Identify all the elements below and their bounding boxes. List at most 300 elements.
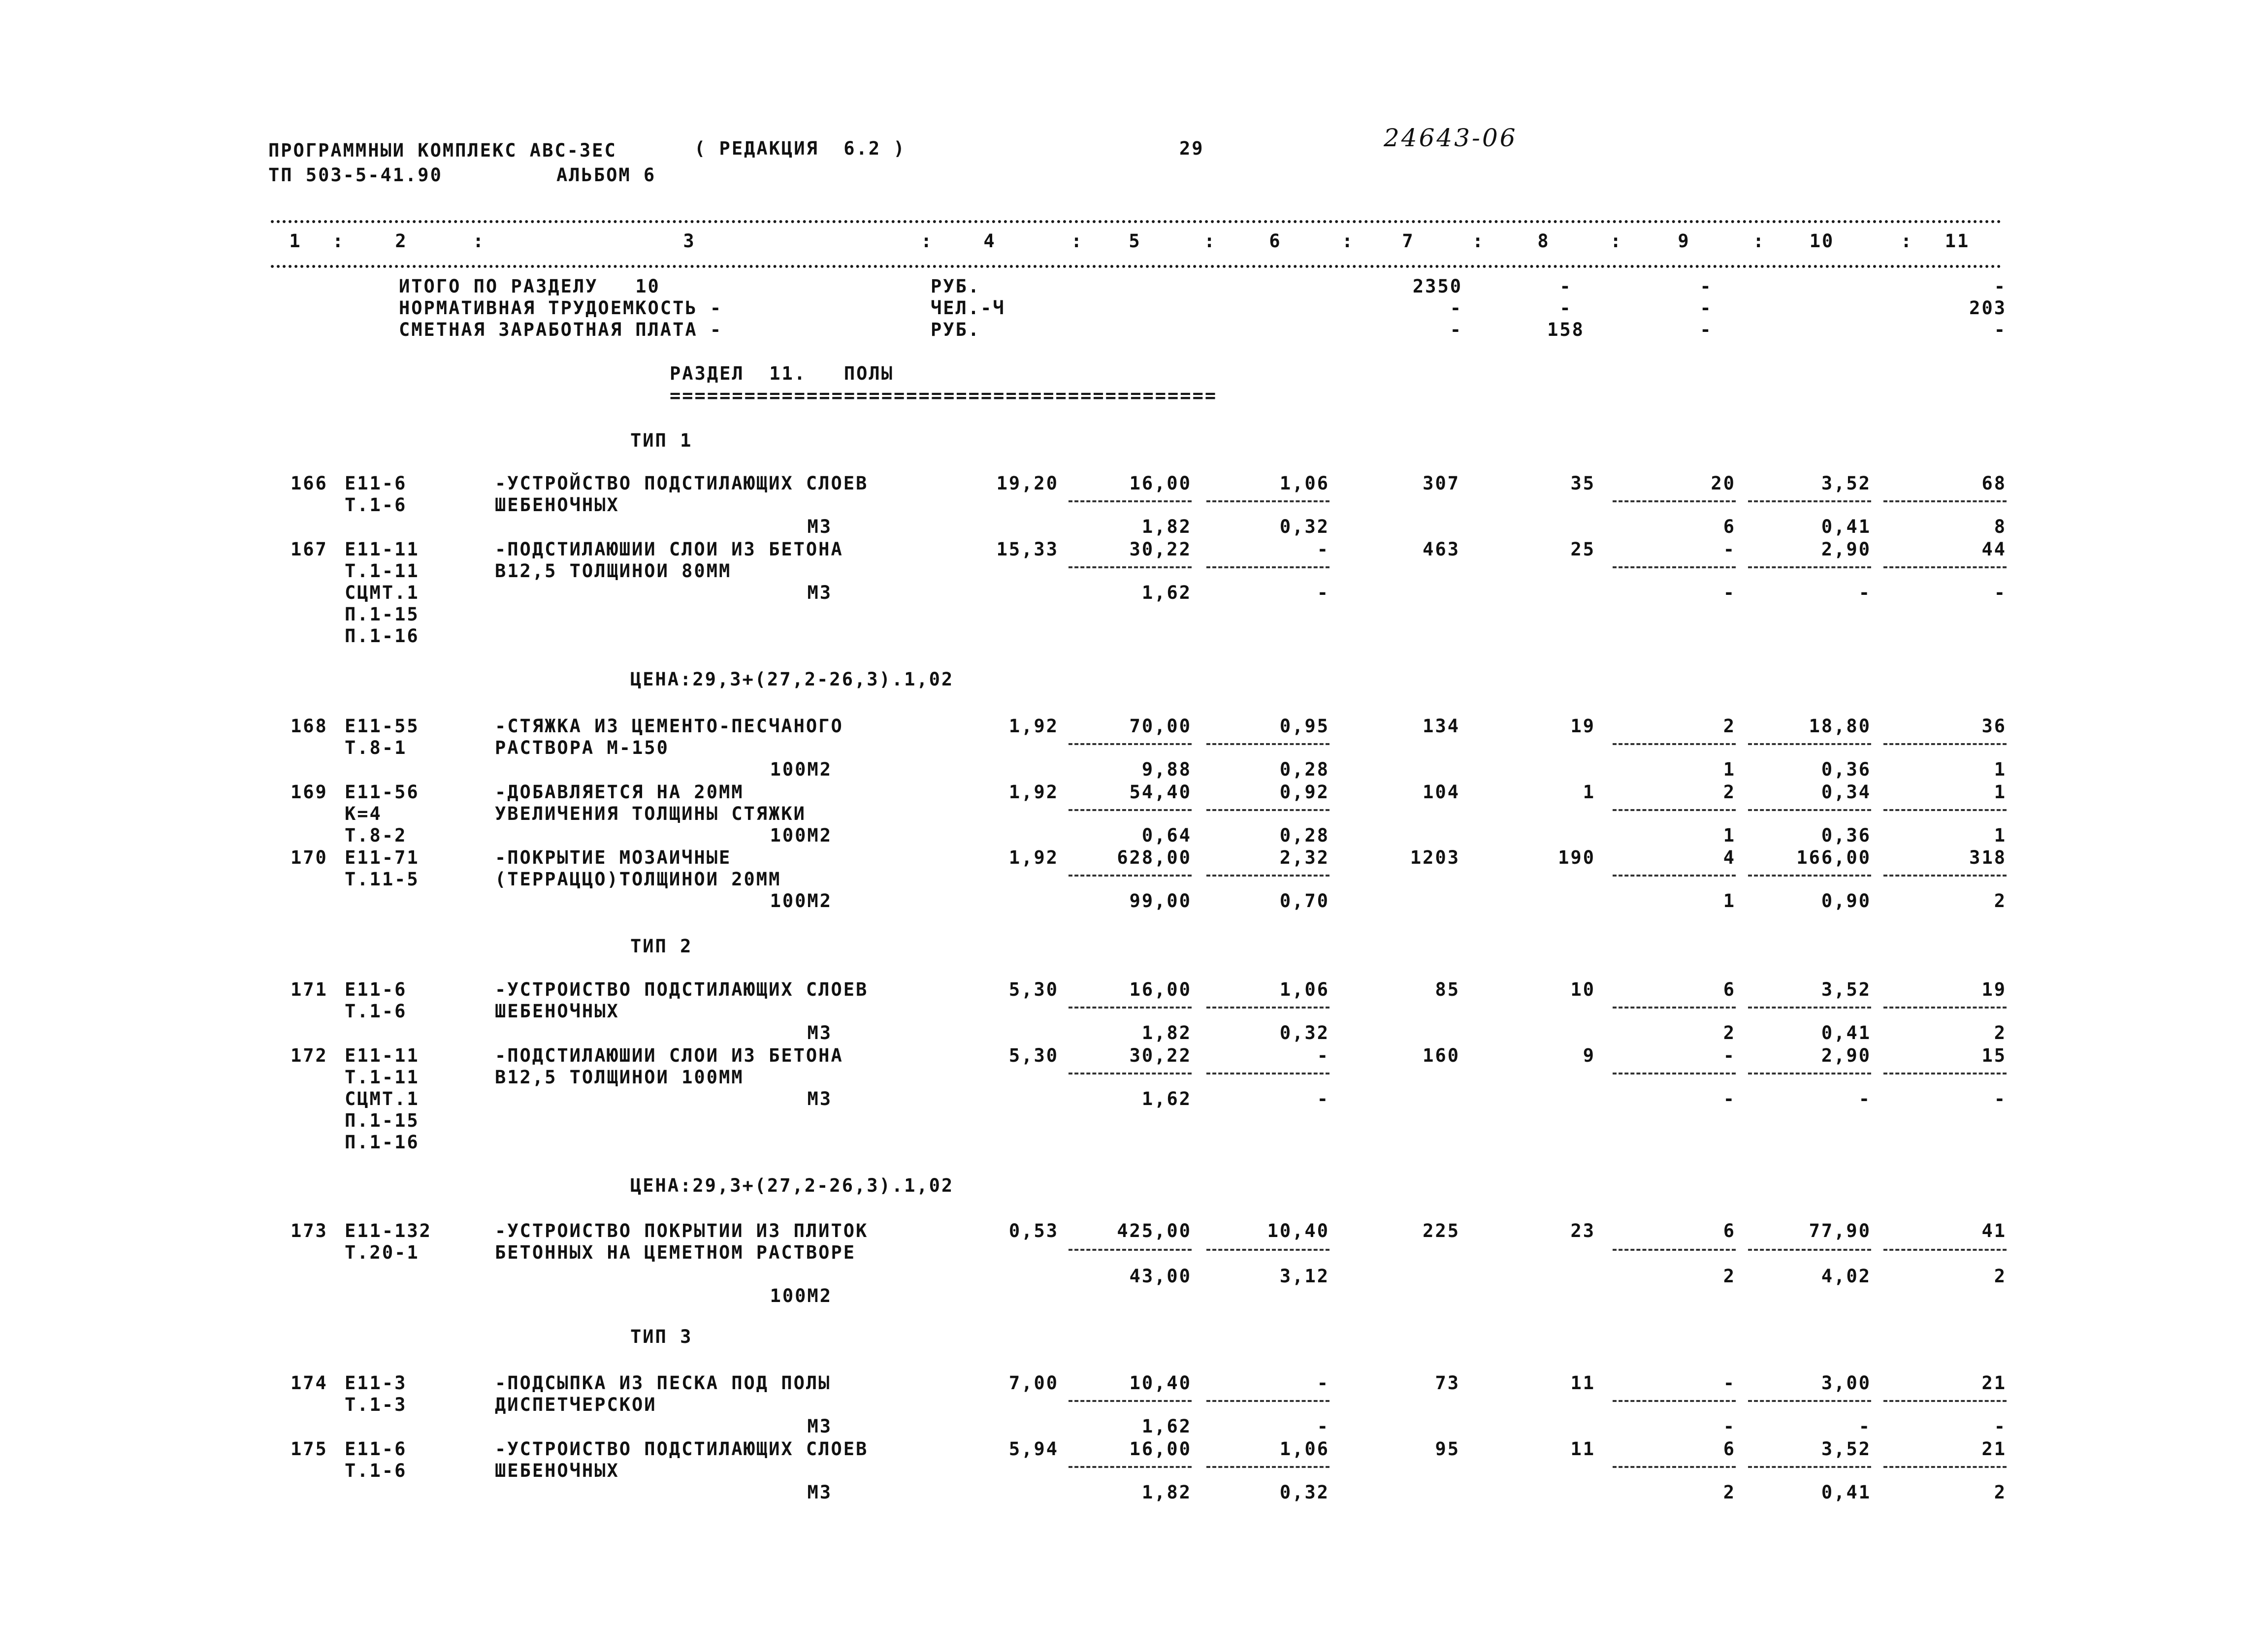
- item-quantity: 19,20: [996, 473, 1059, 494]
- column-separator: :: [332, 230, 345, 252]
- item-code: Т.8-1: [345, 737, 407, 758]
- item-col6-sub: 0,28: [1279, 825, 1329, 846]
- item-col7: 160: [1423, 1045, 1460, 1066]
- column-number: 10: [1809, 230, 1835, 252]
- divider-col11: [1883, 500, 2007, 502]
- item-code: П.1-15: [345, 604, 420, 625]
- item-col9: 6: [1723, 979, 1736, 1000]
- column-separator: :: [473, 230, 486, 252]
- item-col6: 2,32: [1279, 847, 1329, 868]
- divider-col6: [1206, 1249, 1329, 1251]
- item-unit: 100М2: [770, 1285, 832, 1306]
- item-col5-sub: 0,64: [1141, 825, 1192, 846]
- divider-col6: [1206, 1007, 1329, 1009]
- type-heading: ТИП 2: [630, 936, 693, 957]
- totals-col8: -: [1559, 297, 1572, 319]
- item-col9-sub: 1: [1723, 825, 1736, 846]
- item-col10: 2,90: [1821, 539, 1871, 560]
- item-code: Т.8-2: [345, 825, 407, 846]
- header-rule-bottom: [271, 265, 2002, 268]
- divider-col11: [1883, 1249, 2007, 1251]
- item-description: ШЕБЕНОЧНЫХ: [495, 494, 619, 516]
- item-col10-sub: 0,36: [1821, 825, 1871, 846]
- item-description: -ПОКРЫТИЕ МОЗАИЧНЫЕ: [495, 847, 732, 868]
- divider-col11: [1883, 743, 2007, 745]
- item-col11-sub: 2: [1994, 890, 2007, 912]
- divider-col6: [1206, 809, 1329, 811]
- item-quantity: 5,30: [1008, 1045, 1059, 1066]
- item-col11: 318: [1969, 847, 2007, 868]
- item-quantity: 15,33: [996, 539, 1059, 560]
- item-col8: 25: [1570, 539, 1595, 560]
- item-col10: 166,00: [1796, 847, 1871, 868]
- column-number: 11: [1944, 230, 1970, 252]
- item-col6: -: [1317, 1372, 1329, 1394]
- totals-label: СМЕТНАЯ ЗАРАБОТНАЯ ПЛАТА -: [399, 319, 723, 340]
- item-number: 174: [291, 1372, 328, 1394]
- item-col5: 30,22: [1129, 539, 1192, 560]
- item-col9-sub: -: [1723, 582, 1736, 603]
- item-col8: 23: [1570, 1220, 1595, 1241]
- item-col7: 73: [1435, 1372, 1460, 1394]
- item-unit: 100М2: [770, 759, 832, 780]
- project-code: ТП 503-5-41.90: [268, 164, 443, 186]
- item-col10: 3,52: [1821, 473, 1871, 494]
- divider-col9: [1613, 1400, 1736, 1402]
- item-number: 166: [291, 473, 328, 494]
- item-col11: 21: [1981, 1372, 2007, 1394]
- item-col5-sub: 1,82: [1141, 516, 1192, 537]
- totals-unit: РУБ.: [931, 319, 981, 340]
- item-description: ШЕБЕНОЧНЫХ: [495, 1460, 619, 1481]
- item-number: 171: [291, 979, 328, 1000]
- divider-col5: [1069, 1466, 1192, 1468]
- item-col5-sub: 9,88: [1141, 759, 1192, 780]
- divider-col5: [1069, 743, 1192, 745]
- item-unit: 100М2: [770, 890, 832, 912]
- item-col10: 18,80: [1809, 716, 1871, 737]
- item-col9: -: [1723, 1045, 1736, 1066]
- document-number: 24643-06: [1384, 124, 1518, 152]
- item-col10-sub: -: [1858, 1416, 1871, 1437]
- program-title: ПРОГРАММНЫИ КОМПЛЕКС АВС-3ЕС: [268, 140, 617, 161]
- item-col7: 307: [1423, 473, 1460, 494]
- item-description: -СТЯЖКА ИЗ ЦЕМЕНТО-ПЕСЧАНОГО: [495, 716, 843, 737]
- divider-col9: [1613, 1466, 1736, 1468]
- item-col6: -: [1317, 539, 1329, 560]
- totals-col7: -: [1450, 297, 1462, 319]
- item-col10: 77,90: [1809, 1220, 1871, 1241]
- item-col7: 104: [1423, 781, 1460, 803]
- item-col6: 10,40: [1267, 1220, 1329, 1241]
- item-col11-sub: 8: [1994, 516, 2007, 537]
- totals-col9: -: [1700, 319, 1713, 340]
- item-col11-sub: 2: [1994, 1266, 2007, 1287]
- item-col6: 1,06: [1279, 979, 1329, 1000]
- item-col5: 16,00: [1129, 473, 1192, 494]
- item-col11: 41: [1981, 1220, 2007, 1241]
- column-separator: :: [1071, 230, 1084, 252]
- item-col11-sub: -: [1994, 582, 2007, 603]
- item-col9-sub: 2: [1723, 1482, 1736, 1503]
- column-number: 5: [1129, 230, 1141, 252]
- column-separator: :: [1901, 230, 1913, 252]
- column-separator: :: [1472, 230, 1485, 252]
- section-underline: ============================================: [670, 385, 1218, 406]
- item-code: Е11-6: [345, 1438, 407, 1460]
- divider-col5: [1069, 809, 1192, 811]
- item-col8: 9: [1583, 1045, 1595, 1066]
- item-description: -УСТРОЙСТВО ПОДСТИЛАЮЩИХ СЛОЕВ: [495, 473, 869, 494]
- item-code: Е11-71: [345, 847, 420, 868]
- item-code: Т.20-1: [345, 1242, 420, 1263]
- item-col5: 628,00: [1117, 847, 1192, 868]
- item-description: ДИСПЕТЧЕРСКОИ: [495, 1394, 657, 1415]
- item-col6: 1,06: [1279, 1438, 1329, 1460]
- item-col5-sub: 1,82: [1141, 1022, 1192, 1043]
- item-col6: 1,06: [1279, 473, 1329, 494]
- item-col6-sub: 3,12: [1279, 1266, 1329, 1287]
- divider-col9: [1613, 1073, 1736, 1074]
- item-col10: 3,52: [1821, 1438, 1871, 1460]
- item-col11: 68: [1981, 473, 2007, 494]
- item-unit: М3: [807, 582, 832, 603]
- totals-col8: -: [1559, 276, 1572, 297]
- item-description: В12,5 ТОЛЩИНОИ 80ММ: [495, 560, 732, 582]
- divider-col10: [1748, 1466, 1871, 1468]
- item-col11-sub: -: [1994, 1416, 2007, 1437]
- item-quantity: 1,92: [1008, 716, 1059, 737]
- divider-col11: [1883, 809, 2007, 811]
- item-code: П.1-16: [345, 625, 420, 647]
- divider-col10: [1748, 500, 1871, 502]
- item-col6: 0,92: [1279, 781, 1329, 803]
- divider-col11: [1883, 566, 2007, 568]
- item-description: УВЕЛИЧЕНИЯ ТОЛЩИНЫ СТЯЖКИ: [495, 803, 806, 824]
- item-col9: 20: [1711, 473, 1736, 494]
- column-number: 6: [1269, 230, 1282, 252]
- item-col5-sub: 1,82: [1141, 1482, 1192, 1503]
- item-code: Е11-56: [345, 781, 420, 803]
- item-col10-sub: 0,41: [1821, 1022, 1871, 1043]
- item-code: Е11-11: [345, 539, 420, 560]
- item-col5: 10,40: [1129, 1372, 1192, 1394]
- item-col9: 6: [1723, 1438, 1736, 1460]
- totals-label: ИТОГО ПО РАЗДЕЛУ 10: [399, 276, 660, 297]
- divider-col10: [1748, 1073, 1871, 1074]
- edition-label: ( РЕДАКЦИЯ 6.2 ): [694, 138, 906, 159]
- item-description: РАСТВОРА М-150: [495, 737, 669, 758]
- item-quantity: 5,94: [1008, 1438, 1059, 1460]
- item-col11-sub: -: [1994, 1088, 2007, 1109]
- item-code: Е11-3: [345, 1372, 407, 1394]
- item-code: К=4: [345, 803, 382, 824]
- item-col6-sub: 0,32: [1279, 516, 1329, 537]
- price-note: ЦЕНА:29,3+(27,2-26,3).1,02: [630, 1175, 954, 1196]
- item-code: СЦМТ.1: [345, 582, 420, 603]
- item-col7: 95: [1435, 1438, 1460, 1460]
- item-number: 172: [291, 1045, 328, 1066]
- column-separator: :: [921, 230, 934, 252]
- divider-col11: [1883, 1073, 2007, 1074]
- item-col11: 15: [1981, 1045, 2007, 1066]
- item-col8: 10: [1570, 979, 1595, 1000]
- totals-unit: РУБ.: [931, 276, 981, 297]
- totals-col7: 2350: [1412, 276, 1462, 297]
- item-col6-sub: 0,28: [1279, 759, 1329, 780]
- divider-col11: [1883, 1400, 2007, 1402]
- item-col8: 11: [1570, 1372, 1595, 1394]
- item-col6: -: [1317, 1045, 1329, 1066]
- item-col10-sub: -: [1858, 1088, 1871, 1109]
- divider-col5: [1069, 875, 1192, 877]
- totals-col7: -: [1450, 319, 1462, 340]
- item-code: Т.1-6: [345, 1001, 407, 1022]
- item-col11-sub: 2: [1994, 1482, 2007, 1503]
- item-description: -ДОБАВЛЯЕТСЯ НА 20ММ: [495, 781, 744, 803]
- item-unit: М3: [807, 516, 832, 537]
- item-col10: 3,00: [1821, 1372, 1871, 1394]
- item-col10-sub: 0,41: [1821, 1482, 1871, 1503]
- item-description: (ТЕРРАЦЦО)ТОЛЩИНОИ 20ММ: [495, 869, 781, 890]
- divider-col5: [1069, 500, 1192, 502]
- item-col7: 1203: [1410, 847, 1460, 868]
- item-col9-sub: 2: [1723, 1266, 1736, 1287]
- item-col5: 54,40: [1129, 781, 1192, 803]
- item-col9-sub: 2: [1723, 1022, 1736, 1043]
- divider-col10: [1748, 875, 1871, 877]
- item-col10-sub: 0,90: [1821, 890, 1871, 912]
- item-col9-sub: 6: [1723, 516, 1736, 537]
- item-col5-sub: 1,62: [1141, 582, 1192, 603]
- item-col9: 2: [1723, 781, 1736, 803]
- item-col8: 11: [1570, 1438, 1595, 1460]
- item-number: 173: [291, 1220, 328, 1241]
- item-unit: М3: [807, 1482, 832, 1503]
- item-col8: 19: [1570, 716, 1595, 737]
- item-unit: М3: [807, 1088, 832, 1109]
- divider-col5: [1069, 1400, 1192, 1402]
- divider-col10: [1748, 809, 1871, 811]
- divider-col9: [1613, 1007, 1736, 1009]
- divider-col5: [1069, 1249, 1192, 1251]
- item-col6: 0,95: [1279, 716, 1329, 737]
- totals-col11: -: [1994, 276, 2007, 297]
- item-code: СЦМТ.1: [345, 1088, 420, 1109]
- item-description: -ПОДСЫПКА ИЗ ПЕСКА ПОД ПОЛЫ: [495, 1372, 831, 1394]
- item-quantity: 1,92: [1008, 847, 1059, 868]
- item-col11: 44: [1981, 539, 2007, 560]
- column-separator: :: [1753, 230, 1766, 252]
- item-quantity: 5,30: [1008, 979, 1059, 1000]
- item-col10: 3,52: [1821, 979, 1871, 1000]
- item-unit: 100М2: [770, 825, 832, 846]
- totals-col11: 203: [1969, 297, 2007, 319]
- page-number: 29: [1179, 138, 1204, 159]
- item-quantity: 1,92: [1008, 781, 1059, 803]
- item-col10-sub: 4,02: [1821, 1266, 1871, 1287]
- totals-col9: -: [1700, 276, 1713, 297]
- divider-col9: [1613, 500, 1736, 502]
- item-col9: -: [1723, 1372, 1736, 1394]
- item-code: Е11-55: [345, 716, 420, 737]
- item-number: 168: [291, 716, 328, 737]
- item-col5-sub: 1,62: [1141, 1416, 1192, 1437]
- item-col5-sub: 1,62: [1141, 1088, 1192, 1109]
- item-col10: 0,34: [1821, 781, 1871, 803]
- column-number: 9: [1678, 230, 1690, 252]
- divider-col9: [1613, 566, 1736, 568]
- column-number: 1: [289, 230, 302, 252]
- item-col9: 4: [1723, 847, 1736, 868]
- item-col8: 1: [1583, 781, 1595, 803]
- item-description: ШЕБЕНОЧНЫХ: [495, 1001, 619, 1022]
- item-col11-sub: 1: [1994, 759, 2007, 780]
- item-col9: 2: [1723, 716, 1736, 737]
- item-col5: 16,00: [1129, 1438, 1192, 1460]
- totals-col8: 158: [1547, 319, 1585, 340]
- item-col10-sub: 0,36: [1821, 759, 1871, 780]
- item-col9-sub: -: [1723, 1088, 1736, 1109]
- item-col5: 425,00: [1117, 1220, 1192, 1241]
- item-code: Т.1-6: [345, 494, 407, 516]
- item-col7: 85: [1435, 979, 1460, 1000]
- item-col11: 19: [1981, 979, 2007, 1000]
- item-code: Е11-6: [345, 979, 407, 1000]
- section-title: РАЗДЕЛ 11. ПОЛЫ: [670, 363, 894, 384]
- item-code: П.1-16: [345, 1132, 420, 1153]
- item-col5: 30,22: [1129, 1045, 1192, 1066]
- item-col5: 16,00: [1129, 979, 1192, 1000]
- item-description: -УСТРОИСТВО ПОДСТИЛАЮЩИХ СЛОЕВ: [495, 979, 869, 1000]
- divider-col6: [1206, 566, 1329, 568]
- item-col5-sub: 99,00: [1129, 890, 1192, 912]
- item-number: 167: [291, 539, 328, 560]
- divider-col9: [1613, 809, 1736, 811]
- divider-col9: [1613, 1249, 1736, 1251]
- totals-unit: ЧЕЛ.-Ч: [931, 297, 1005, 319]
- item-code: П.1-15: [345, 1110, 420, 1131]
- item-description: -ПОДСТИЛАЮШИИ СЛОИ ИЗ БЕТОНА: [495, 539, 843, 560]
- item-description: БЕТОННЫХ НА ЦЕМЕТНОМ РАСТВОРЕ: [495, 1242, 856, 1263]
- divider-col6: [1206, 1400, 1329, 1402]
- divider-col6: [1206, 500, 1329, 502]
- item-description: -УСТРОИСТВО ПОКРЫТИИ ИЗ ПЛИТОК: [495, 1220, 869, 1241]
- item-col9: 6: [1723, 1220, 1736, 1241]
- item-col6-sub: 0,32: [1279, 1022, 1329, 1043]
- type-heading: ТИП 1: [630, 430, 693, 451]
- item-col5: 70,00: [1129, 716, 1192, 737]
- item-number: 175: [291, 1438, 328, 1460]
- column-number: 8: [1537, 230, 1550, 252]
- item-col8: 190: [1558, 847, 1595, 868]
- column-number: 4: [983, 230, 996, 252]
- divider-col10: [1748, 566, 1871, 568]
- price-note: ЦЕНА:29,3+(27,2-26,3).1,02: [630, 669, 954, 690]
- item-description: -УСТРОИСТВО ПОДСТИЛАЮЩИХ СЛОЕВ: [495, 1438, 869, 1460]
- totals-col9: -: [1700, 297, 1713, 319]
- divider-col5: [1069, 1073, 1192, 1074]
- item-col7: 463: [1423, 539, 1460, 560]
- divider-col6: [1206, 743, 1329, 745]
- item-unit: М3: [807, 1416, 832, 1437]
- item-col6-sub: -: [1317, 1416, 1329, 1437]
- item-col10-sub: -: [1858, 582, 1871, 603]
- column-separator: :: [1204, 230, 1217, 252]
- item-code: Т.1-11: [345, 1067, 420, 1088]
- item-description: В12,5 ТОЛЩИНОИ 100ММ: [495, 1067, 744, 1088]
- type-heading: ТИП 3: [630, 1326, 693, 1347]
- column-separator: :: [1610, 230, 1623, 252]
- divider-col6: [1206, 1466, 1329, 1468]
- item-code: Т.1-3: [345, 1394, 407, 1415]
- item-quantity: 7,00: [1008, 1372, 1059, 1394]
- totals-label: НОРМАТИВНАЯ ТРУДОЕМКОСТЬ -: [399, 297, 723, 319]
- item-col6-sub: -: [1317, 1088, 1329, 1109]
- divider-col10: [1748, 1400, 1871, 1402]
- item-code: Т.11-5: [345, 869, 420, 890]
- totals-col11: -: [1994, 319, 2007, 340]
- divider-col6: [1206, 1073, 1329, 1074]
- item-col7: 134: [1423, 716, 1460, 737]
- item-col8: 35: [1570, 473, 1595, 494]
- item-col6-sub: 0,32: [1279, 1482, 1329, 1503]
- column-number: 3: [683, 230, 696, 252]
- item-quantity: 0,53: [1008, 1220, 1059, 1241]
- item-number: 169: [291, 781, 328, 803]
- item-col11: 21: [1981, 1438, 2007, 1460]
- item-col11: 1: [1994, 781, 2007, 803]
- divider-col9: [1613, 743, 1736, 745]
- divider-col11: [1883, 1007, 2007, 1009]
- item-col11-sub: 1: [1994, 825, 2007, 846]
- item-code: Т.1-11: [345, 560, 420, 582]
- divider-col5: [1069, 1007, 1192, 1009]
- divider-col5: [1069, 566, 1192, 568]
- header-rule-top: [271, 220, 2002, 223]
- item-col9: -: [1723, 539, 1736, 560]
- item-col7: 225: [1423, 1220, 1460, 1241]
- divider-col11: [1883, 1466, 2007, 1468]
- item-col10: 2,90: [1821, 1045, 1871, 1066]
- item-col11: 36: [1981, 716, 2007, 737]
- divider-col11: [1883, 875, 2007, 877]
- divider-col10: [1748, 743, 1871, 745]
- item-col11-sub: 2: [1994, 1022, 2007, 1043]
- divider-col9: [1613, 875, 1736, 877]
- item-col10-sub: 0,41: [1821, 516, 1871, 537]
- item-code: Т.1-6: [345, 1460, 407, 1481]
- item-code: Е11-11: [345, 1045, 420, 1066]
- divider-col10: [1748, 1007, 1871, 1009]
- divider-col6: [1206, 875, 1329, 877]
- item-col9-sub: -: [1723, 1416, 1736, 1437]
- item-code: Е11-132: [345, 1220, 432, 1241]
- item-code: Е11-6: [345, 473, 407, 494]
- album-label: АЛЬБОМ 6: [556, 164, 656, 186]
- column-number: 7: [1402, 230, 1415, 252]
- column-number: 2: [395, 230, 408, 252]
- column-separator: :: [1342, 230, 1355, 252]
- item-col5-sub: 43,00: [1129, 1266, 1192, 1287]
- item-number: 170: [291, 847, 328, 868]
- item-col9-sub: 1: [1723, 759, 1736, 780]
- item-description: -ПОДСТИЛАЮШИИ СЛОИ ИЗ БЕТОНА: [495, 1045, 843, 1066]
- item-unit: М3: [807, 1022, 832, 1043]
- item-col6-sub: -: [1317, 582, 1329, 603]
- item-col6-sub: 0,70: [1279, 890, 1329, 912]
- divider-col10: [1748, 1249, 1871, 1251]
